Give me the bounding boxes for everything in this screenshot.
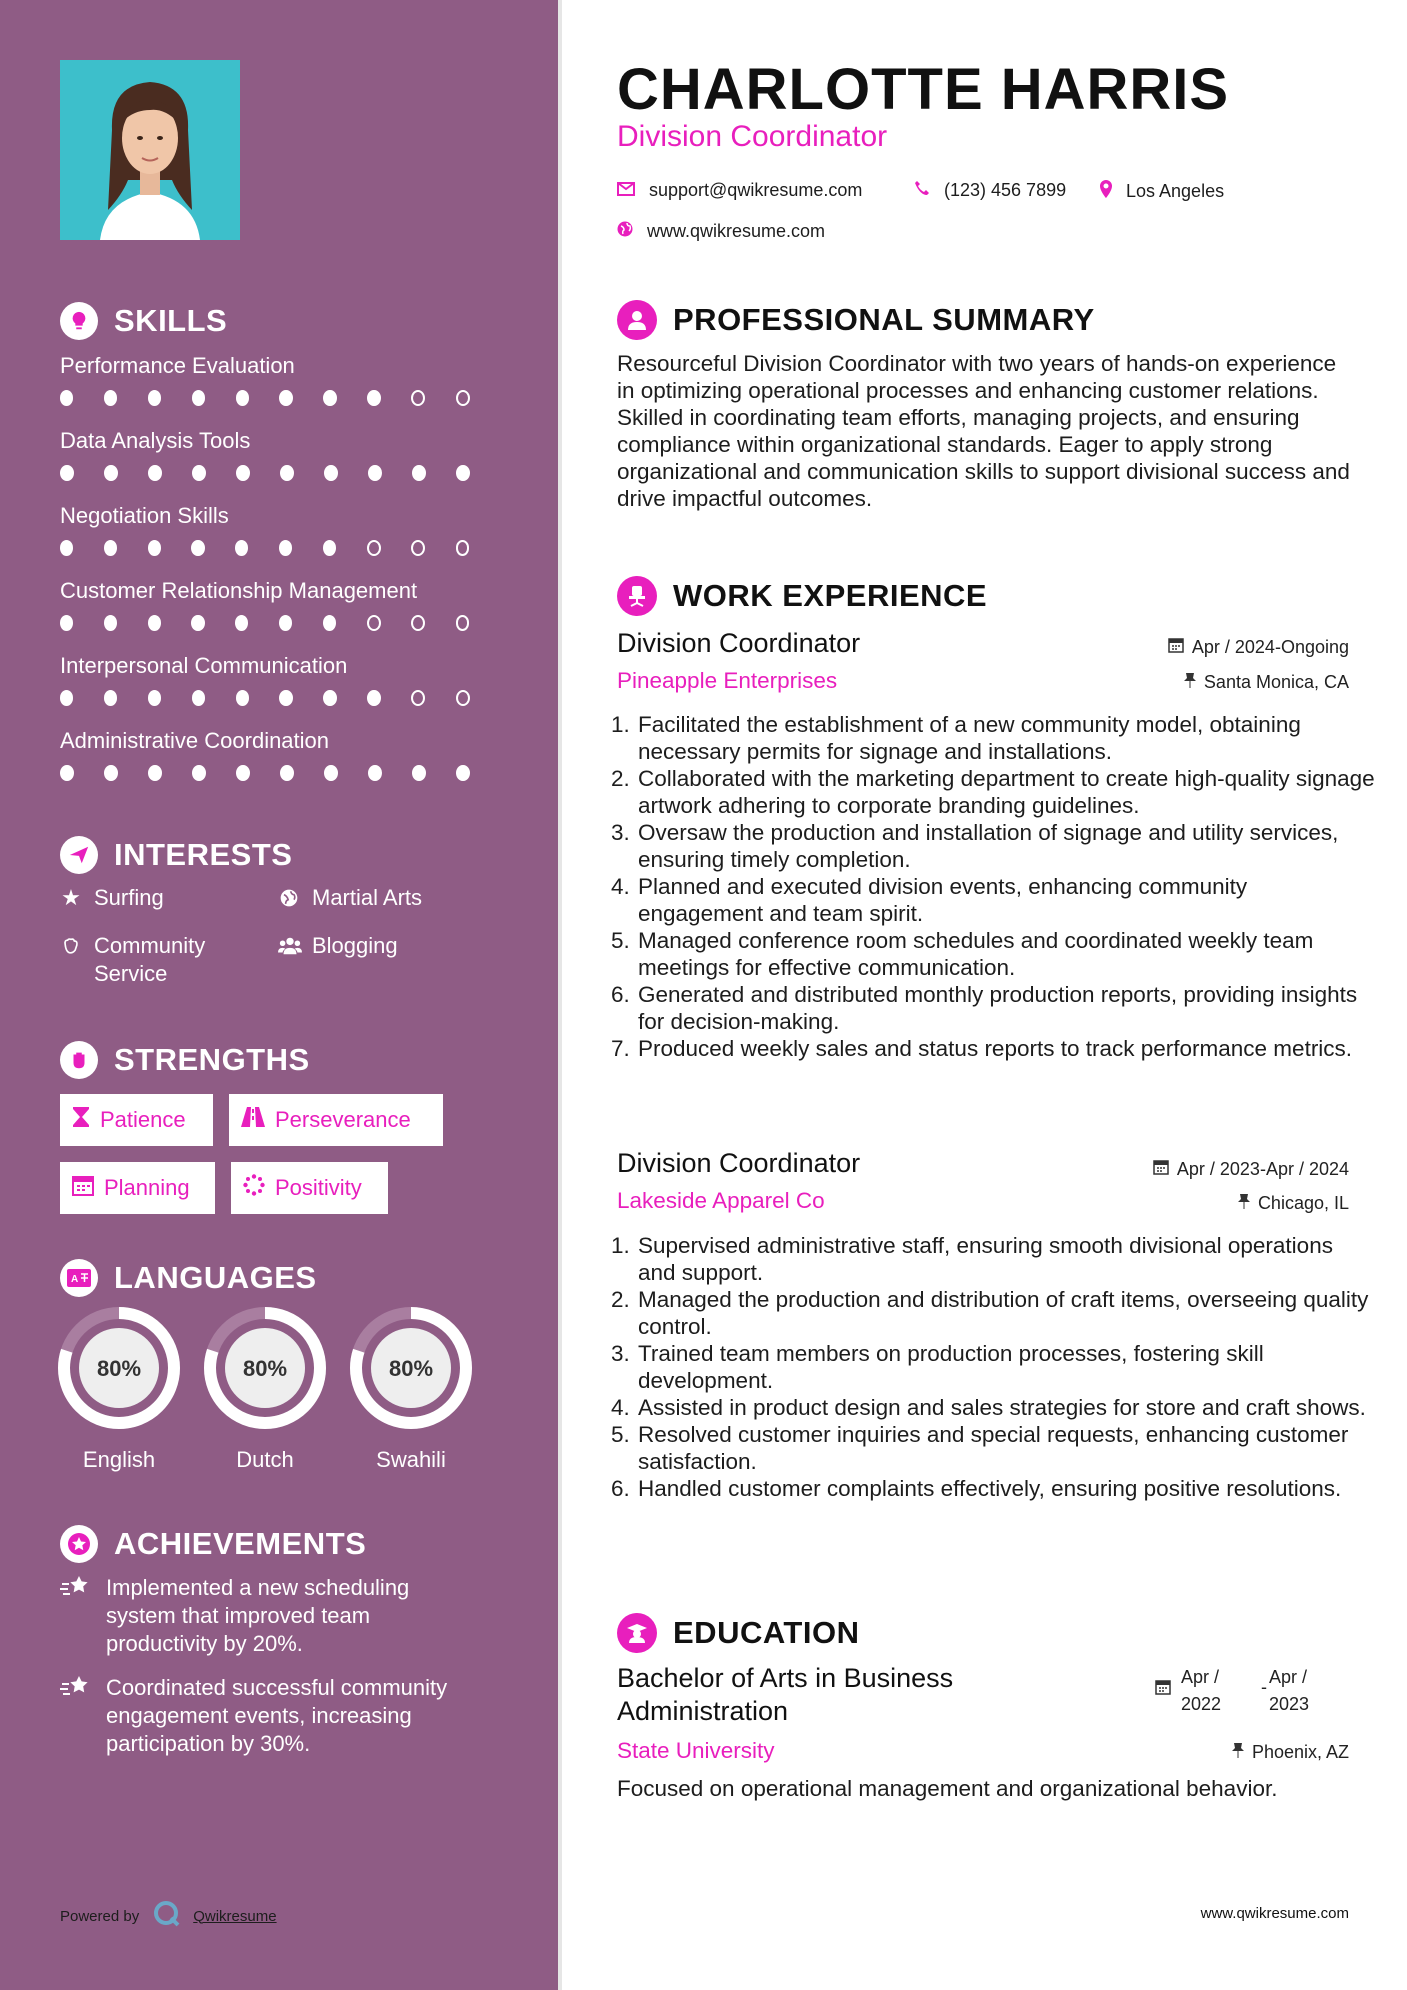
duty-item: 3. Oversaw the production and installation of signage and utility services, ensuring timely completion. (636, 819, 1376, 873)
duty-item: 2. Collaborated with the marketing department to create high-quality signage artwork adhering to corporate branding guidelines. (636, 765, 1376, 819)
email-text[interactable]: support@qwikresume.com (649, 180, 863, 200)
job-title: Division Coordinator (617, 1148, 861, 1178)
interest-label: Surfing (94, 885, 164, 910)
job-location (1184, 672, 1349, 693)
summary-text: Resourceful Division Coordinator with two years of hands-on experience in optimizing operational processes and enhancing customer relations. Skilled in coordinating team efforts, managing projects, and ensuring compliance within organizational standards. Eager to apply strong organizational and communication skills to support divisional success and drive impactful outcomes. (617, 351, 1350, 511)
education-end: Apr / 2023 (1269, 1667, 1310, 1714)
duty-item: 1. Supervised administrative staff, ensuring smooth divisional operations and support. (636, 1232, 1376, 1286)
rating-dot-filled (456, 765, 470, 781)
strength-chip (60, 1162, 215, 1214)
job-location (1238, 1193, 1349, 1214)
summary-heading (617, 300, 1095, 340)
job-company: Lakeside Apparel Co (617, 1188, 825, 1213)
calendar-icon (1155, 1676, 1171, 1718)
calendar-icon (72, 1174, 94, 1202)
language-progress-ring (349, 1306, 473, 1430)
rating-dot-filled (60, 615, 73, 631)
star-icon: ★ (61, 885, 81, 910)
rating-dot-filled (279, 615, 292, 631)
experience-heading (617, 576, 987, 616)
strength-label: Planning (104, 1175, 190, 1200)
rating-dot-filled (323, 615, 336, 631)
rating-dot-filled (412, 765, 426, 781)
interest-item (60, 884, 164, 912)
skill-rating (60, 390, 500, 406)
experience-title: WORK EXPERIENCE (673, 578, 988, 613)
duty-item: 3. Trained team members on production processes, fostering skill development. (636, 1340, 1376, 1394)
rating-dot-filled (323, 690, 336, 706)
rating-dot-filled (236, 765, 250, 781)
map-marker-icon (1100, 180, 1112, 203)
contact-email (617, 180, 862, 201)
duty-item: 5. Managed conference room schedules and coordinated weekly team meetings for effective communication. (636, 927, 1376, 981)
rating-dot-empty (367, 615, 381, 631)
language-name: Swahili (376, 1447, 446, 1472)
strength-label: Patience (100, 1107, 186, 1132)
shooting-star-icon (60, 1574, 92, 1658)
pushpin-icon (1232, 1742, 1244, 1763)
education-separator: - (1261, 1677, 1267, 1697)
achievements-title: ACHIEVEMENTS (114, 1526, 367, 1561)
skill-item (60, 352, 500, 406)
rating-dot-filled (412, 465, 426, 481)
achievement-text: Coordinated successful community engagement events, increasing participation by 30%. (106, 1675, 448, 1756)
job-duties (610, 711, 1376, 1062)
users-icon (278, 932, 300, 960)
skill-item (60, 727, 500, 781)
language-name: Dutch (236, 1447, 294, 1472)
skill-name: Performance Evaluation (60, 353, 295, 378)
achievement-item (60, 1674, 480, 1758)
hand-icon (60, 932, 82, 988)
job-dates (1168, 637, 1349, 658)
strengths-heading (60, 1041, 310, 1079)
language-percent: 80% (388, 1356, 434, 1381)
hourglass-icon (72, 1106, 90, 1134)
job-dates (1153, 1159, 1349, 1180)
strengths-title: STRENGTHS (114, 1042, 310, 1077)
rating-dot-filled (280, 765, 294, 781)
rating-dot-filled (279, 390, 292, 406)
rating-dot-filled (368, 765, 382, 781)
interest-label: Community Service (94, 933, 206, 986)
rating-dot-filled (236, 390, 249, 406)
skill-rating (60, 540, 500, 556)
summary-title: PROFESSIONAL SUMMARY (673, 302, 1095, 337)
achievements-heading (60, 1525, 366, 1563)
lightbulb-icon (60, 302, 98, 340)
rating-dot-filled (456, 465, 470, 481)
pushpin-icon (1238, 1193, 1250, 1214)
rating-dot-filled (368, 465, 382, 481)
shooting-star-icon (60, 1674, 92, 1758)
languages-title: LANGUAGES (114, 1260, 317, 1295)
footer-website[interactable]: www.qwikresume.com (1200, 1905, 1349, 1922)
profile-photo (60, 60, 240, 240)
interest-item (60, 932, 250, 988)
rating-dot-filled (148, 540, 161, 556)
rating-dot-filled (192, 690, 205, 706)
interests-heading (60, 836, 292, 874)
achievement-text: Implemented a new scheduling system that improved team productivity by 20%. (106, 1575, 410, 1656)
user-icon (617, 300, 657, 340)
powered-by (60, 1900, 277, 1932)
education-dates (1155, 1664, 1329, 1718)
education-degree: Bachelor of Arts in Business Administration (617, 1663, 954, 1726)
rating-dot-empty (411, 690, 425, 706)
job-location-text: Chicago, IL (1257, 1193, 1349, 1213)
rating-dot-empty (411, 540, 425, 556)
job-company: Pineapple Enterprises (617, 668, 838, 693)
interest-item (278, 932, 398, 960)
skills-heading (60, 302, 227, 340)
globe-icon (617, 221, 633, 242)
candidate-role: Division Coordinator (617, 120, 888, 153)
skill-rating (60, 765, 500, 781)
job-dates-text: Apr / 2023-Apr / 2024 (1176, 1159, 1349, 1179)
job-location-text: Santa Monica, CA (1203, 672, 1349, 692)
rating-dot-filled (191, 540, 204, 556)
rating-dot-filled (60, 390, 73, 406)
education-description: Focused on operational management and organizational behavior. (617, 1776, 1278, 1801)
education-location-text: Phoenix, AZ (1251, 1742, 1349, 1762)
skill-item (60, 502, 500, 556)
language-progress-ring (203, 1306, 327, 1430)
rating-dot-filled (235, 540, 248, 556)
rating-dot-filled (279, 540, 292, 556)
language-item (203, 1306, 327, 1473)
graduate-icon (617, 1613, 657, 1653)
column-divider (558, 0, 562, 1990)
skill-name: Negotiation Skills (60, 503, 229, 528)
job-title: Division Coordinator (617, 628, 861, 658)
rating-dot-empty (367, 540, 381, 556)
fist-icon (60, 1041, 98, 1079)
rating-dot-filled (60, 765, 74, 781)
rating-dot-filled (104, 540, 117, 556)
rating-dot-filled (60, 690, 73, 706)
duty-item: 2. Managed the production and distribution of craft items, overseeing quality control. (636, 1286, 1376, 1340)
rating-dot-filled (104, 390, 117, 406)
skill-name: Administrative Coordination (60, 728, 330, 753)
strength-chip (231, 1162, 388, 1214)
education-start: Apr / 2022 (1181, 1667, 1222, 1714)
road-icon (241, 1107, 265, 1133)
envelope-icon (617, 180, 635, 201)
website-text[interactable]: www.qwikresume.com (647, 221, 826, 241)
sidebar (0, 0, 558, 1990)
rating-dot-empty (411, 615, 425, 631)
rating-dot-filled (324, 765, 338, 781)
office-chair-icon (617, 576, 657, 616)
qwikresume-link[interactable]: Qwikresume (193, 1907, 277, 1925)
education-heading (617, 1613, 859, 1653)
job-duties (610, 1232, 1376, 1502)
education-location (1232, 1742, 1349, 1763)
skill-name: Interpersonal Communication (60, 653, 348, 678)
strength-label: Positivity (275, 1175, 362, 1200)
interest-label: Martial Arts (312, 885, 423, 910)
powered-by-label: Powered by (60, 1907, 140, 1925)
rating-dot-filled (279, 690, 292, 706)
rating-dot-filled (192, 390, 205, 406)
duty-item: 6. Generated and distributed monthly production reports, providing insights for decision-making. (636, 981, 1376, 1035)
rating-dot-filled (280, 465, 294, 481)
rating-dot-filled (192, 465, 206, 481)
language-item (57, 1306, 181, 1473)
rating-dot-filled (324, 465, 338, 481)
skill-item (60, 577, 500, 631)
calendar-icon (1153, 1159, 1169, 1180)
education-title: EDUCATION (673, 1615, 860, 1650)
skill-rating (60, 690, 500, 706)
job-dates-text: Apr / 2024-Ongoing (1191, 637, 1349, 657)
duty-item: 7. Produced weekly sales and status reports to track performance metrics. (636, 1035, 1376, 1062)
qwikresume-logo-icon (153, 1900, 181, 1932)
rating-dot-filled (60, 540, 73, 556)
rating-dot-empty (456, 615, 470, 631)
rating-dot-empty (456, 390, 470, 406)
rating-dot-filled (367, 690, 380, 706)
strength-chip (60, 1094, 213, 1146)
rating-dot-filled (148, 390, 161, 406)
rating-dot-filled (323, 390, 336, 406)
interest-label: Blogging (312, 933, 398, 958)
rating-dot-filled (192, 765, 206, 781)
rating-dot-filled (104, 690, 117, 706)
duty-item: 4. Planned and executed division events, enhancing community engagement and team spirit. (636, 873, 1376, 927)
rating-dot-filled (104, 615, 117, 631)
language-percent: 80% (96, 1356, 142, 1381)
language-name: English (82, 1447, 156, 1472)
languages-heading (60, 1259, 317, 1297)
contact-phone (914, 180, 1066, 201)
skills-title: SKILLS (114, 303, 228, 338)
education-school: State University (617, 1738, 775, 1763)
contact-location (1100, 180, 1224, 203)
rating-dot-empty (456, 690, 470, 706)
rating-dot-empty (456, 540, 470, 556)
language-progress-ring (57, 1306, 181, 1430)
rating-dot-filled (104, 465, 118, 481)
rating-dot-filled (148, 690, 161, 706)
achievement-item (60, 1574, 480, 1658)
language-item (349, 1306, 473, 1473)
duty-item: 4. Assisted in product design and sales strategies for store and craft shows. (636, 1394, 1376, 1421)
language-percent: 80% (242, 1356, 288, 1381)
interest-item (278, 884, 422, 912)
spinner-icon (243, 1174, 265, 1202)
location-text: Los Angeles (1126, 181, 1225, 201)
skill-item (60, 652, 500, 706)
strength-chip (229, 1094, 443, 1146)
rating-dot-filled (236, 465, 250, 481)
skill-name: Data Analysis Tools (60, 428, 251, 453)
rating-dot-filled (236, 690, 249, 706)
language-icon (60, 1259, 98, 1297)
rating-dot-filled (60, 465, 74, 481)
skill-rating (60, 465, 500, 481)
svg-text:A: A (71, 1274, 79, 1285)
pushpin-icon (1184, 672, 1196, 693)
skill-name: Customer Relationship Management (60, 578, 418, 603)
skill-item (60, 427, 500, 481)
star-badge-icon (60, 1525, 98, 1563)
duty-item: 6. Handled customer complaints effectively, ensuring positive resolutions. (636, 1475, 1376, 1502)
rating-dot-filled (148, 615, 161, 631)
rating-dot-filled (191, 615, 204, 631)
strength-label: Perseverance (275, 1107, 411, 1132)
duty-item: 1. Facilitated the establishment of a new community model, obtaining necessary permits for signage and installations. (636, 711, 1376, 765)
rating-dot-filled (323, 540, 336, 556)
rating-dot-filled (148, 765, 162, 781)
interests-title: INTERESTS (114, 837, 293, 872)
duty-item: 5. Resolved customer inquiries and special requests, enhancing customer satisfaction. (636, 1421, 1376, 1475)
candidate-name: CHARLOTTE HARRIS (617, 57, 1230, 122)
phone-text[interactable]: (123) 456 7899 (944, 180, 1067, 200)
globe-icon (278, 884, 300, 912)
calendar-icon (1168, 637, 1184, 658)
contact-website (617, 221, 825, 242)
phone-icon (914, 180, 930, 201)
rating-dot-empty (411, 390, 425, 406)
paper-plane-icon (60, 836, 98, 874)
rating-dot-filled (148, 465, 162, 481)
skill-rating (60, 615, 500, 631)
rating-dot-filled (367, 390, 380, 406)
rating-dot-filled (235, 615, 248, 631)
rating-dot-filled (104, 765, 118, 781)
